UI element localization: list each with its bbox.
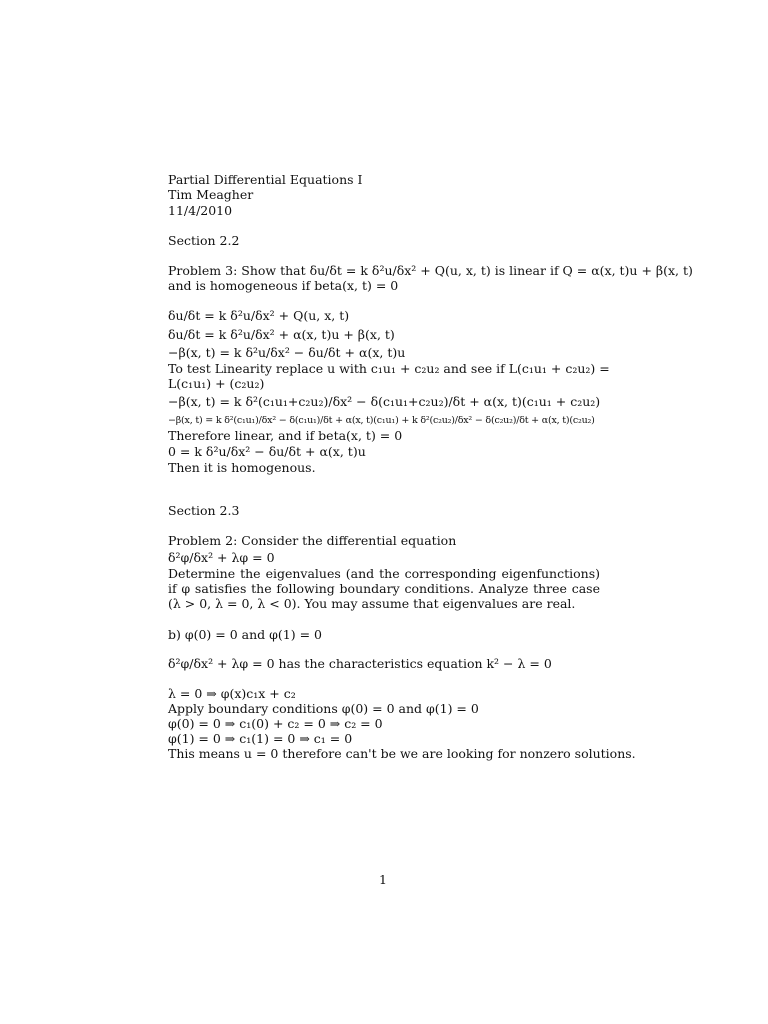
doc-author: Tim Meagher xyxy=(168,187,254,202)
problem-2-statement: Problem 2: Consider the differential equation xyxy=(168,533,457,548)
problem-3-statement: Problem 3: Show that δu/δt = k δ²u/δx² + Q(u, x, t) is linear if Q = α(x, t)u + β(x, t) xyxy=(168,263,693,278)
equation-line: −β(x, t) = k δ²(c₁u₁+c₂u₂)/δx² − δ(c₁u₁+c₂u₂)/δt + α(x, t)(c₁u₁ + c₂u₂) xyxy=(168,394,601,409)
equation-line: λ = 0 ⇒ φ(x)c₁x + c₂ xyxy=(168,686,296,701)
equation-line: −β(x, t) = k δ²(c₁u₁)/δx² − δ(c₁u₁)/δt + α(x, t)(c₁u₁) + k δ²(c₂u₂)/δx² − δ(c₂u₂)/δt + α(x, t)(c₂u₂) xyxy=(168,415,595,426)
text-line: Apply boundary conditions φ(0) = 0 and φ(1) = 0 xyxy=(168,701,479,716)
equation-line: δu/δt = k δ²u/δx² + α(x, t)u + β(x, t) xyxy=(168,327,395,342)
equation-line: φ(0) = 0 ⇒ c₁(0) + c₂ = 0 ⇒ c₂ = 0 xyxy=(168,716,383,731)
equation-line: φ(1) = 0 ⇒ c₁(1) = 0 ⇒ c₁ = 0 xyxy=(168,731,353,746)
problem-2-paragraph: Determine the eigenvalues (and the corresponding eigenfunctions) if φ satisfies the following boundary conditions. Analyze three case (λ > 0, λ = 0, λ < 0). You may assume that eigenvalues are real. xyxy=(168,566,600,611)
equation-line: −β(x, t) = k δ²u/δx² − δu/δt + α(x, t)u xyxy=(168,345,406,360)
characteristic-equation: δ²φ/δx² + λφ = 0 has the characteristics equation k² − λ = 0 xyxy=(168,656,552,671)
text-line: To test Linearity replace u with c₁u₁ + c₂u₂ and see if L(c₁u₁ + c₂u₂) = xyxy=(168,361,610,376)
text-line: L(c₁u₁) + (c₂u₂) xyxy=(168,376,265,391)
text-line: Therefore linear, and if beta(x, t) = 0 xyxy=(168,428,403,443)
page-number: 1 xyxy=(379,872,387,887)
part-b-conditions: b) φ(0) = 0 and φ(1) = 0 xyxy=(168,627,322,642)
equation-line: δu/δt = k δ²u/δx² + Q(u, x, t) xyxy=(168,308,350,323)
section-heading-2-3: Section 2.3 xyxy=(168,503,240,518)
equation-line: 0 = k δ²u/δx² − δu/δt + α(x, t)u xyxy=(168,444,366,459)
problem-3-statement-cont: and is homogeneous if beta(x, t) = 0 xyxy=(168,278,399,293)
doc-date: 11/4/2010 xyxy=(168,203,233,218)
text-line: This means u = 0 therefore can't be we are looking for nonzero solutions. xyxy=(168,746,636,761)
text-line: Then it is homogenous. xyxy=(168,460,316,475)
doc-title: Partial Differential Equations I xyxy=(168,172,363,187)
section-heading-2-2: Section 2.2 xyxy=(168,233,240,248)
equation-line: δ²φ/δx² + λφ = 0 xyxy=(168,550,275,565)
